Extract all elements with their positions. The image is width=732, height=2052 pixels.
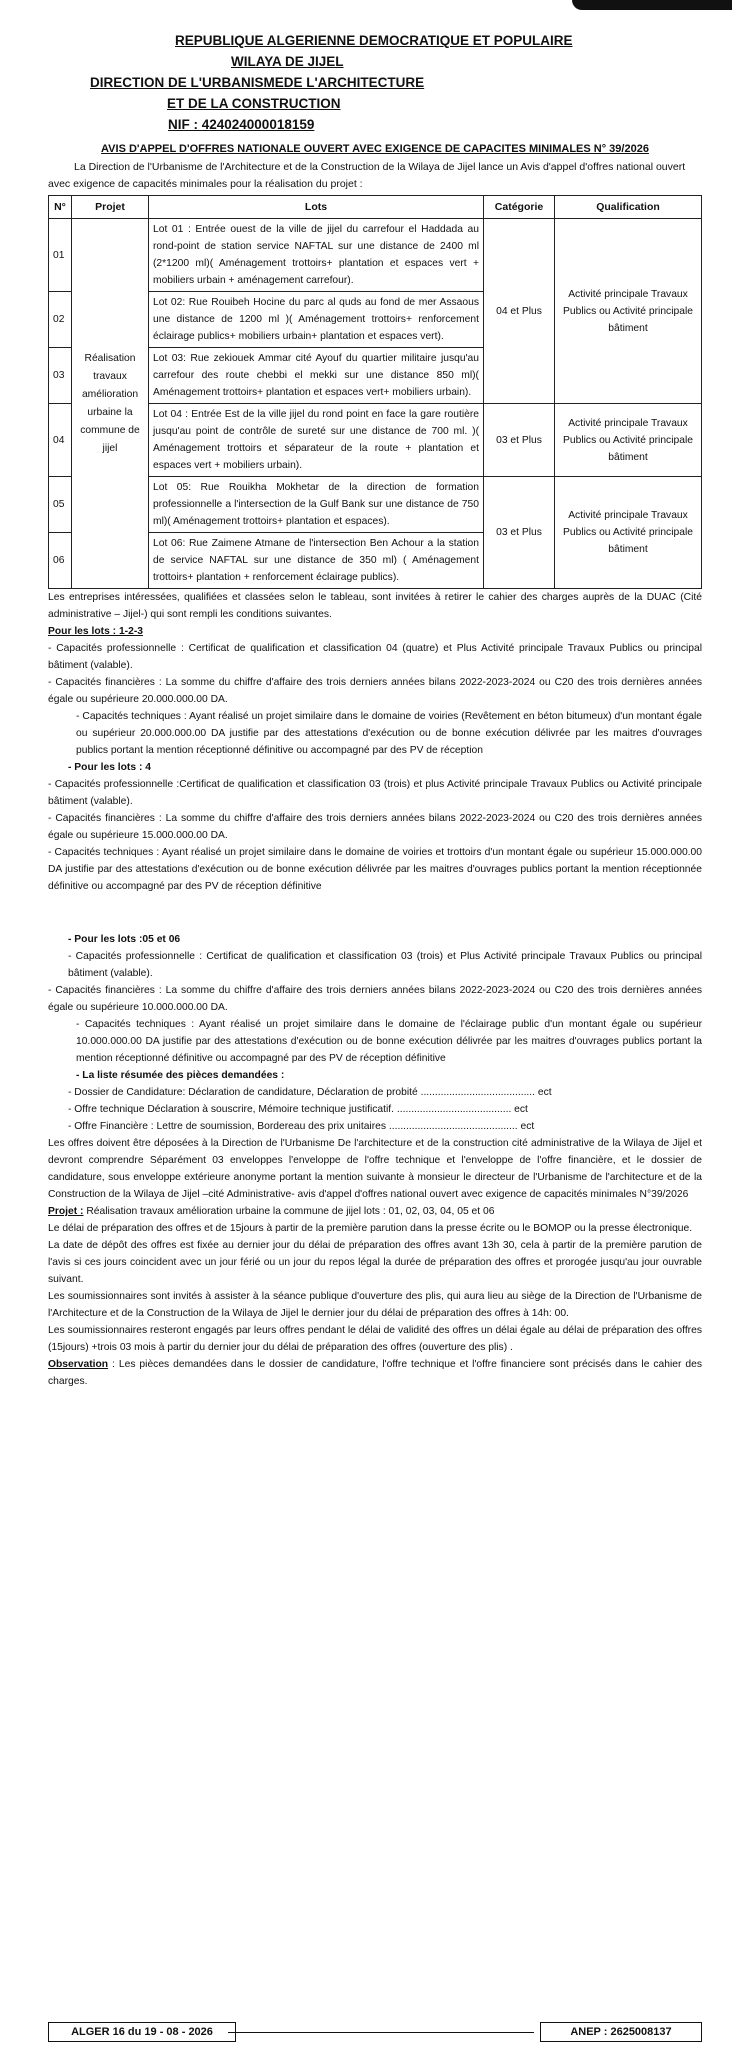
project-cell: Réalisation travaux amélioration urbaine la commune de jijel: [72, 219, 149, 589]
lot-cell: Lot 01 : Entrée ouest de la ville de jijel du carrefour el Haddada au rond-point de station service NAFTAL sur une distance de 2400 ml (2*1200 ml)( Aménagement trottoirs+ plantation et espaces vert + mobiliers urbain + aménagement carrefour).: [149, 219, 484, 292]
lot-cell: Lot 05: Rue Rouikha Mokhetar de la direction de formation professionnelle a l'intersection de la Gulf Bank sur une distance de 750 ml)( Aménagement trottoirs+ plantation et espaces).: [149, 477, 484, 533]
footer-rule: [228, 2032, 534, 2033]
notice-page: [48, 30, 702, 1390]
row-num: 02: [49, 292, 72, 348]
footer-date-box: ALGER 16 du 19 - 08 - 2026: [48, 2022, 236, 2042]
intro-paragraph: La Direction de l'Urbanisme de l'Architecture et de la Construction de la Wilaya de Jijel lance un Avis d'appel d'offres national ouvert avec exigence de capacités minimales pour la réalisation du projet :: [48, 161, 686, 190]
observation-text: : Les pièces demandées dans le dossier de candidature, l'offre technique et l'offre financiere sont précisés dans le cahier des charges.: [48, 1359, 702, 1387]
lots-table: [48, 195, 702, 589]
header-categorie: Catégorie: [484, 196, 555, 219]
row-num: 04: [49, 404, 72, 477]
delai-paragraph: Le délai de préparation des offres et de 15jours à partir de la première parution dans la presse écrite ou le BOMOP ou la presse électronique.: [48, 1223, 693, 1234]
header-projet: Projet: [72, 196, 149, 219]
qualification-cell: Activité principale Travaux Publics ou Activité principale bâtiment: [555, 404, 702, 477]
footer-anep-box: ANEP : 2625008137: [540, 2022, 702, 2042]
projet-label: Projet :: [48, 1206, 84, 1217]
projet-text: Réalisation travaux amélioration urbaine la commune de jijel lots : 01, 02, 03, 04, 05 et 06: [83, 1206, 495, 1217]
row-num: 06: [49, 533, 72, 589]
liste-offre-technique: - Offre technique Déclaration à souscrire, Mémoire technique justificatif. ........................................ ect: [68, 1104, 528, 1115]
lots-56-professional: - Capacités professionnelle : Certificat de qualification et classification 03 (trois) et Plus Activité principale Travaux Publics ou principal bâtiment (valable).: [68, 951, 702, 979]
lots-56-financial: - Capacités financières : La somme du chiffre d'affaire des trois derniers années bilans 2022-2023-2024 ou C20 des trois dernières années égale ou supérieure 10.000.000.00 DA.: [48, 985, 702, 1013]
lot-cell: Lot 02: Rue Rouibeh Hocine du parc al quds au fond de mer Assaous une distance de 1200 ml )( Aménagement trottoirs+ renforcement éclairage publics+ mobiliers urbain+ plantation et espaces vert).: [149, 292, 484, 348]
header-qualification: Qualification: [555, 196, 702, 219]
lots-4-financial: - Capacités financières : La somme du chiffre d'affaire des trois derniers années bilans 2022-2023-2024 ou C20 des trois dernières années égale ou supérieure 15.000.000.00 DA.: [48, 813, 702, 841]
notice-body: [48, 589, 702, 1390]
qualification-cell: Activité principale Travaux Publics ou Activité principale bâtiment: [555, 219, 702, 404]
avis-title: AVIS D'APPEL D'OFFRES NATIONALE OUVERT AVEC EXIGENCE DE CAPACITES MINIMALES N° 39/2026: [101, 143, 649, 155]
category-cell: 03 et Plus: [484, 477, 555, 589]
lot-cell: Lot 03: Rue zekiouek Ammar cité Ayouf du quartier militaire jusqu'au carrefour des route chebbi el mekki sur une distance 850 ml)( Aménagement trottoirs+ plantation et espaces vert+ mobiliers urbain).: [149, 348, 484, 404]
lots-56-title: - Pour les lots :05 et 06: [68, 934, 181, 945]
table-header-row: [49, 196, 702, 219]
header-nif: NIF : 424024000018159: [168, 117, 315, 132]
lots-123-financial: - Capacités financières : La somme du chiffre d'affaire des trois derniers années bilans 2022-2023-2024 ou C20 des trois dernières années égale ou supérieure 20.000.000.00 DA.: [48, 677, 702, 705]
header-republic: REPUBLIQUE ALGERIENNE DEMOCRATIQUE ET POPULAIRE: [175, 33, 573, 48]
row-num: 03: [49, 348, 72, 404]
entreprises-paragraph: Les entreprises intéressées, qualifiées et classées selon le tableau, sont invitées à retirer le cahier des charges auprès de la DUAC (Cité administrative – Jijel-) qui sont rempli les conditions suivantes.: [48, 592, 702, 620]
header-direction: DIRECTION DE L'URBANISMEDE L'ARCHITECTURE: [90, 75, 425, 90]
header-num: N°: [49, 196, 72, 219]
header-wilaya: WILAYA DE JIJEL: [231, 54, 344, 69]
seance-paragraph: Les soumissionnaires sont invités à assister à la séance publique d'ouverture des plis, qui aura lieu au siège de la Direction de l'Urbanisme de l'Architecture et de la Construction de la Wilaya de Jijel le dernier jour du délai de préparation des offres à 14h: 00.: [48, 1291, 702, 1319]
projet-line: [48, 1203, 702, 1220]
header-construction: ET DE LA CONSTRUCTION: [167, 96, 341, 111]
liste-title: - La liste résumée des pièces demandées :: [76, 1070, 285, 1081]
liste-dossier-candidature: - Dossier de Candidature: Déclaration de candidature, Déclaration de probité ........................................ ect: [68, 1087, 552, 1098]
lots-123-title: Pour les lots : 1-2-3: [48, 626, 143, 637]
row-num: 05: [49, 477, 72, 533]
engages-paragraph: Les soumissionnaires resteront engagés par leurs offres pendant le délai de validité des offres un délai égale au délai de préparation des offres (15jours) +trois 03 mois à partir du dernier jour du délai de préparation des offres (ouverture des plis) .: [48, 1325, 702, 1353]
liste-offre-financiere: - Offre Financière : Lettre de soumission, Bordereau des prix unitaires ............................................. ect: [68, 1121, 535, 1132]
lots-123-technical: - Capacités techniques : Ayant réalisé un projet similaire dans le domaine de voiries (Revêtement en béton bitumeux) d'un montant égale ou supérieur 20.000.000.00 DA justifie par des attestations d'exécution ou de bonne exécution délivrée par les maitres d'ouvrages publics portant la mention réceptionné définitive ou accompagné par des PV de réception: [76, 711, 702, 756]
offres-paragraph: Les offres doivent être déposées à la Direction de l'Urbanisme De l'architecture et de la construction cité administrative de la Wilaya de Jijel et devront comprendre Séparément 03 enveloppes l'enveloppe de l'offre technique et l'enveloppe de l'offre financière, et le dossier de candidature, sous enveloppe extérieure anonyme portant la mention suivante à monsieur le directeur de l'Urbanisme de l'architecture et de la Construction de la Wilaya de Jijel –cité Administrative- avis d'appel d'offres national ouvert avec exigence de capacités minimales N°39/2026: [48, 1138, 702, 1200]
observation-label: Observation: [48, 1359, 109, 1370]
category-cell: 03 et Plus: [484, 404, 555, 477]
header-lots: Lots: [149, 196, 484, 219]
lots-4-title: - Pour les lots : 4: [68, 762, 151, 773]
lot-cell: Lot 04 : Entrée Est de la ville jijel du rond point en face la gare routière jusqu'au point de contrôle de sureté sur une distance de 700 ml. )( Aménagement trottoirs et séparateur de la route + plantation et espaces vert + mobiliers urbain).: [149, 404, 484, 477]
row-num: 01: [49, 219, 72, 292]
depot-paragraph: La date de dépôt des offres est fixée au dernier jour du délai de préparation des offres avant 13h 30, cela à partir de la première parution de l'avis si ces jours coincident avec un jour férié ou un jour du repos légal la durée de préparation des offres et prorogée jusqu'au jour ouvrable suivant.: [48, 1240, 702, 1285]
lots-4-technical: - Capacités techniques : Ayant réalisé un projet similaire dans le domaine de voiries et trottoirs d'un montant égale ou supérieur 15.000.000.00 DA justifie par des attestations d'exécution ou de bonne exécution délivrée par les maitres d'ouvrages publics portant la mention réceptionnée définitive ou accompagné par des PV de réception définitive: [48, 847, 702, 892]
lots-56-technical: - Capacités techniques : Ayant réalisé un projet similaire dans le domaine de l'éclairage public d'un montant égale ou supérieur 10.000.000.00 DA justifie par des attestations d'exécution ou de bonne exécution délivrée par les maitres d'ouvrages publics portant la mention réceptionné définitive ou accompagné par des PV de réception définitive: [76, 1019, 702, 1064]
footer: [48, 2022, 702, 2042]
table-row: [49, 219, 702, 292]
category-cell: 04 et Plus: [484, 219, 555, 404]
observation-line: [48, 1356, 702, 1390]
top-corner-mark: [572, 0, 732, 10]
lots-4-professional: - Capacités professionnelle :Certificat de qualification et classification 03 (trois) et plus Activité principale Travaux Publics ou Activité principale bâtiment (valable).: [48, 779, 702, 807]
spacer: [48, 895, 702, 931]
lot-cell: Lot 06: Rue Zaimene Atmane de l'intersection Ben Achour a la station de service NAFTAL sur une distance de 350 ml) ( Aménagement trottoirs+ plantation + renforcement éclairage publics).: [149, 533, 484, 589]
qualification-cell: Activité principale Travaux Publics ou Activité principale bâtiment: [555, 477, 702, 589]
lots-123-professional: - Capacités professionnelle : Certificat de qualification et classification 04 (quatre) et Plus Activité principale Travaux Publics ou principal bâtiment (valable).: [48, 643, 702, 671]
